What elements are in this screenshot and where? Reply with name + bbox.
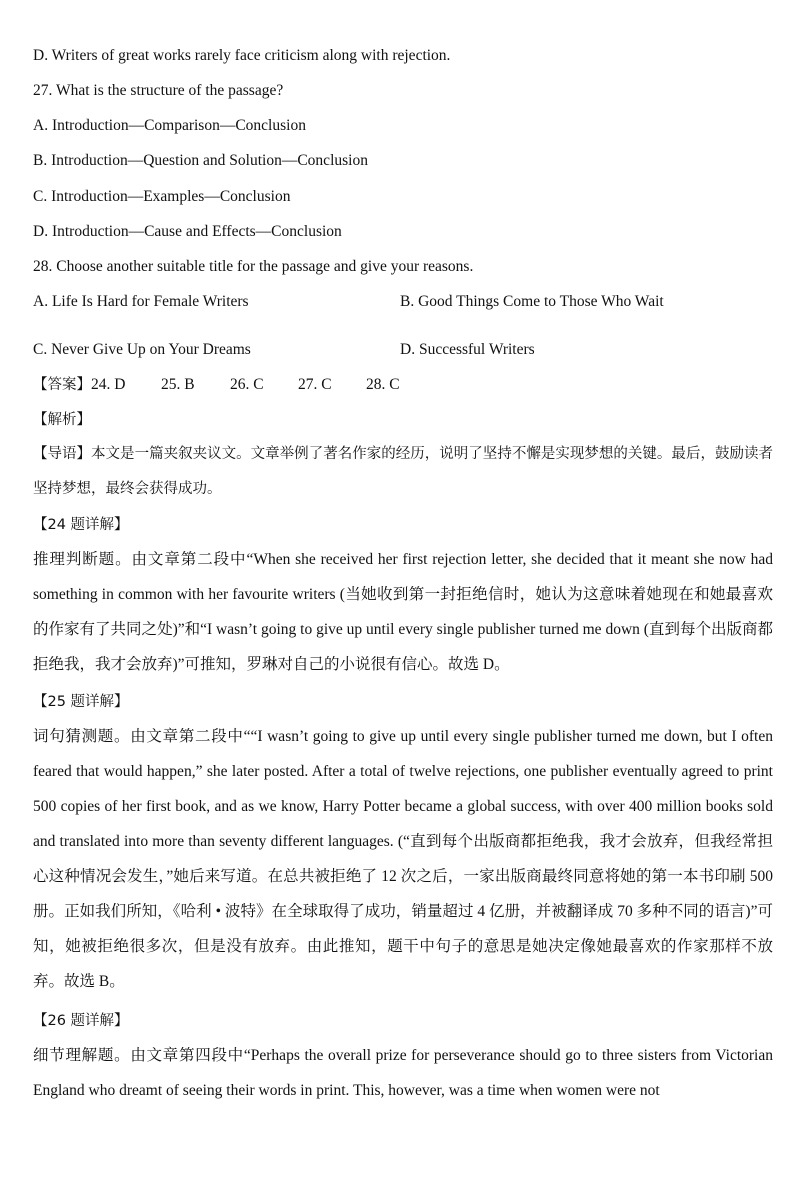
- intro-paragraph: 【导语】本文是一篇夹叙夹议文。文章举例了著名作家的经历，说明了坚持不懈是实现梦想的关键。最后，鼓励读者坚持梦想，最终会获得成功。: [33, 446, 773, 497]
- q26-body: 细节理解题。由文章第四段中“Perhaps the overall prize for perseverance should go to three sisters from Victorian England who dreamt of seeing their words in print. This, however, was a time when women were not: [33, 1047, 773, 1099]
- q28-option-a: A. Life Is Hard for Female Writers: [33, 293, 249, 310]
- q27-option-d: D. Introduction—Cause and Effects—Conclusion: [33, 223, 342, 240]
- answer-26: 26. C: [230, 376, 264, 393]
- q24-heading: 【24 题详解】: [33, 517, 129, 533]
- q27-stem: 27. What is the structure of the passage?: [33, 82, 284, 99]
- answer-24: 24. D: [91, 376, 126, 393]
- q26-heading: 【26 题详解】: [33, 1013, 129, 1029]
- analysis-label: 【解析】: [33, 412, 91, 428]
- q25-heading: 【25 题详解】: [33, 694, 129, 710]
- q28-options-row-2: [33, 340, 773, 360]
- answer-25: 25. B: [161, 376, 195, 393]
- answer-28: 28. C: [366, 376, 400, 393]
- q28-option-b: B. Good Things Come to Those Who Wait: [400, 293, 664, 310]
- answer-27: 27. C: [298, 376, 332, 393]
- q25-body: 词句猜测题。由文章第二段中““I wasn’t going to give up until every single publisher turned me down, but I often feared that would happen,” she later posted. After a total of twelve rejections, one publisher eventually agreed to print 500 copies of her first book, and as we know, Harry Potter became a global success, with over 400 million books sold and translated into more than seventy different languages. (“直到每个出版商都拒绝我，我才会放弃，但我经常担心这种情况会发生，”她后来写道。在总共被拒绝了 12 次之后，一家出版商最终同意将她的第一本书印刷 500 册。正如我们所知，《哈利 • 波特》在全球取得了成功，销量超过 4 亿册，并被翻译成 70 多种不同的语言)”可知，她被拒绝很多次，但是没有放弃。由此推知，题干中句子的意思是她决定像她最喜欢的作家那样不放弃。故选 B。: [33, 728, 773, 990]
- q27-option-b: B. Introduction—Question and Solution—Conclusion: [33, 152, 368, 169]
- q27-option-c: C. Introduction—Examples—Conclusion: [33, 188, 291, 205]
- q28-option-c: C. Never Give Up on Your Dreams: [33, 341, 251, 358]
- q28-stem: 28. Choose another suitable title for the passage and give your reasons.: [33, 258, 474, 275]
- q26-option-d: D. Writers of great works rarely face criticism along with rejection.: [33, 47, 451, 64]
- q28-options-row-1: [33, 292, 773, 312]
- answer-label: 【答案】: [33, 377, 91, 393]
- answer-line: [33, 375, 773, 395]
- q28-option-d: D. Successful Writers: [400, 341, 535, 358]
- q24-body: 推理判断题。由文章第二段中“When she received her first rejection letter, she decided that it meant she now had something in common with her favourite writers (当她收到第一封拒绝信时，她认为这意味着她现在和她最喜欢的作家有了共同之处)”和“I wasn’t going to give up until every single publisher turned me down (直到每个出版商都拒绝我，我才会放弃)”可推知，罗琳对自己的小说很有信心。故选 D。: [33, 551, 773, 673]
- q27-option-a: A. Introduction—Comparison—Conclusion: [33, 117, 306, 134]
